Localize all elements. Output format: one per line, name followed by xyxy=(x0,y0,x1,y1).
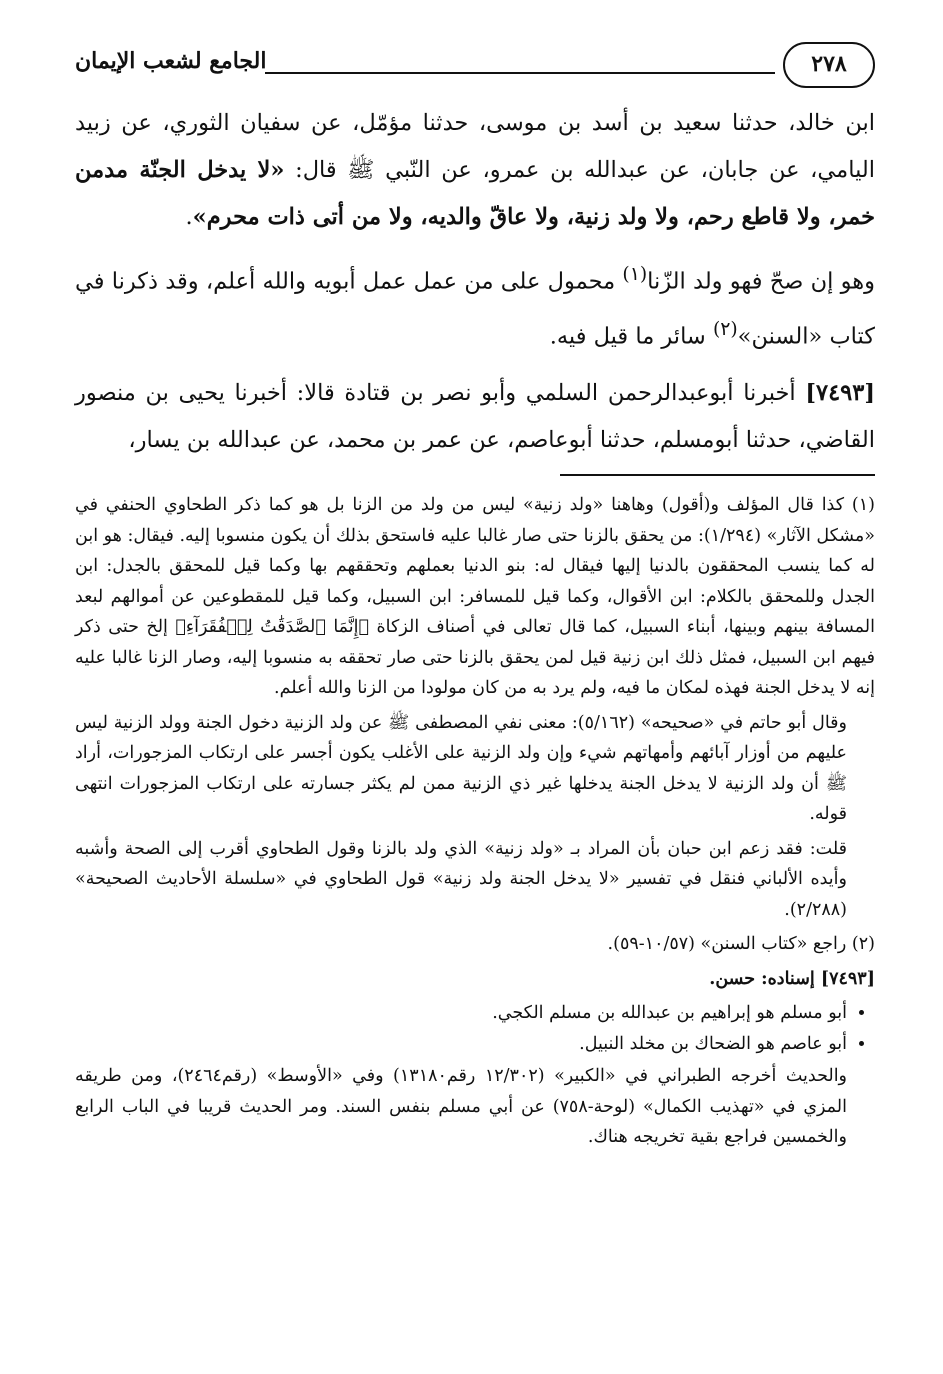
narrator-list xyxy=(75,998,875,1059)
hadith-number: [٧٤٩٣] xyxy=(805,380,875,406)
running-title: الجامع لشعب الإيمان xyxy=(75,48,267,74)
book-page xyxy=(75,38,875,1157)
page-number: ٢٧٨ xyxy=(783,42,875,88)
period: . xyxy=(185,204,193,230)
footnote-separator xyxy=(560,474,875,476)
header-rule xyxy=(265,72,775,74)
footnote-ref-2: (٢) xyxy=(712,318,738,340)
paragraph-hadith xyxy=(75,100,875,241)
main-text xyxy=(75,100,875,464)
footnote-1: (١) كذا قال المؤلف و(أقول) وهاهنا «ولد زنية» ليس من ولد من الزنا بل هو كما ذكر الطحاوي الحنفي في «مشكل الآثار» (١/٢٩٤): من يحقق بالزنا حتى صار غالبا عليه فاستحق بذلك أن يكون منسوبا إليه. فيقال: هو ابن له كما ينسب المحققون بالدنيا إليها فيقال له: بنو الدنيا بعملهم وتحققهم بها وكما قيل للمحقق بالجدل: ابن الجدل وللمحقق بالكلام: ابن الأقوال، وكما قيل للمسافر: ابن السبيل، وكما قيل للمقطوعين عن أموالهم لبعد المسافة بينهم وبينها، أبناء السبيل، كما قال تعالى في أصناف الزكاة ﴿إِنَّمَا ٱلصَّدَقَٰتُ لِلۡفُقَرَآءِ﴾ إلخ حتى ذكر فيهم ابن السبيل، فمثل ذلك ابن زنية قيل لمن يحقق بالزنا حتى صار تحققه به منسوبا إليه، وصار الزنا غالبا عليه إنه لا يدخل الجنة فهذه لمكان ما فيه، ولم يرد به من كان مولودا من الزنا والله أعلم. xyxy=(75,495,875,698)
hadith-number: [٧٤٩٣] xyxy=(820,968,875,989)
takhrij: والحديث أخرجه الطبراني في «الكبير» (١٢/٣٠٢ رقم١٣١٨٠) وفي «الأوسط» (رقم٢٤٦٤)، ومن طريقه المزي في «تهذيب الكمال» (لوحة-٧٥٨) عن أبي مسلم بنفس السند. ومر الحديث قريبا في الباب الرابع والخمسين فراجع بقية تخريجه هناك. xyxy=(75,1066,848,1147)
isnad-grading xyxy=(75,964,875,995)
hadith-matn: «لا يدخل الجنّة مدمن خمر، ولا قاطع رحم، ولا ولد زنية، ولا عاقّ والديه، ولا من أتى ذات محرم» xyxy=(75,157,875,230)
list-item: • أبو مسلم هو إبراهيم بن عبدالله بن مسلم الكجي. xyxy=(75,998,847,1029)
footnote-2: (٢) راجع «كتاب السنن» (١٠/٥٧-٥٩). xyxy=(607,934,875,954)
page-header xyxy=(75,38,875,100)
isnad-grade: إسناده: حسن. xyxy=(709,968,821,989)
footnotes xyxy=(75,490,875,1153)
paragraph-commentary xyxy=(75,251,875,360)
commentary-text: سائر ما قيل فيه. xyxy=(549,323,713,349)
list-item: • أبو عاصم هو الضحاك بن مخلد النبيل. xyxy=(75,1029,847,1060)
commentary-text: وهو إن صحّ فهو ولد الزّنا xyxy=(647,268,875,295)
commentary-text: محمول على من عمل عمل أبويه والله أعلم، وقد ذكرنا في كتاب «السنن» xyxy=(75,268,875,349)
footnote-1-comment: قلت: فقد زعم ابن حبان بأن المراد بـ «ولد زنية» الذي ولد بالزنا وقول الطحاوي أقرب إلى الصحة وأشبه وأيده الألباني فنقل في تفسير «لا يدخل الجنة ولد زنية» قول الطحاوي في «سلسلة الأحاديث الصحيحة» (٢/٢٨٨). xyxy=(75,838,847,920)
isnad-chain: ابن خالد، حدثنا سعيد بن أسد بن موسى، حدثنا مؤمّل، عن سفيان الثوري، عن زبيد اليامي، عن جابان، عن عبدالله بن عمرو، عن النّبي ﷺ قال: xyxy=(75,110,875,183)
paragraph-hadith-7493 xyxy=(75,370,875,464)
footnote-1-abu-hatim: وقال أبو حاتم في «صحيحه» (٥/١٦٢): معنى نفي المصطفى ﷺ عن ولد الزنية دخول الجنة وولد الزنية ليس عليهم من أوزار آبائهم وأمهاتهم شيء وإن ولد الزنية على الأغلب يكون أجسر على ارتكاب المزجورات، أراد ﷺ أن ولد الزنية لا يدخل الجنة يدخلها غير ذي الزنية ممن لم يكثر جسارته على ارتكاب المزجورات انتهى قوله. xyxy=(75,712,847,824)
footnote-ref-1: (١) xyxy=(622,264,648,285)
isnad-chain: أخبرنا أبوعبدالرحمن السلمي وأبو نصر بن قتادة قالا: أخبرنا يحيى بن منصور القاضي، حدثنا أبومسلم، حدثنا أبوعاصم، عن عمر بن محمد، عن عبدالله بن يسار، xyxy=(75,380,875,453)
